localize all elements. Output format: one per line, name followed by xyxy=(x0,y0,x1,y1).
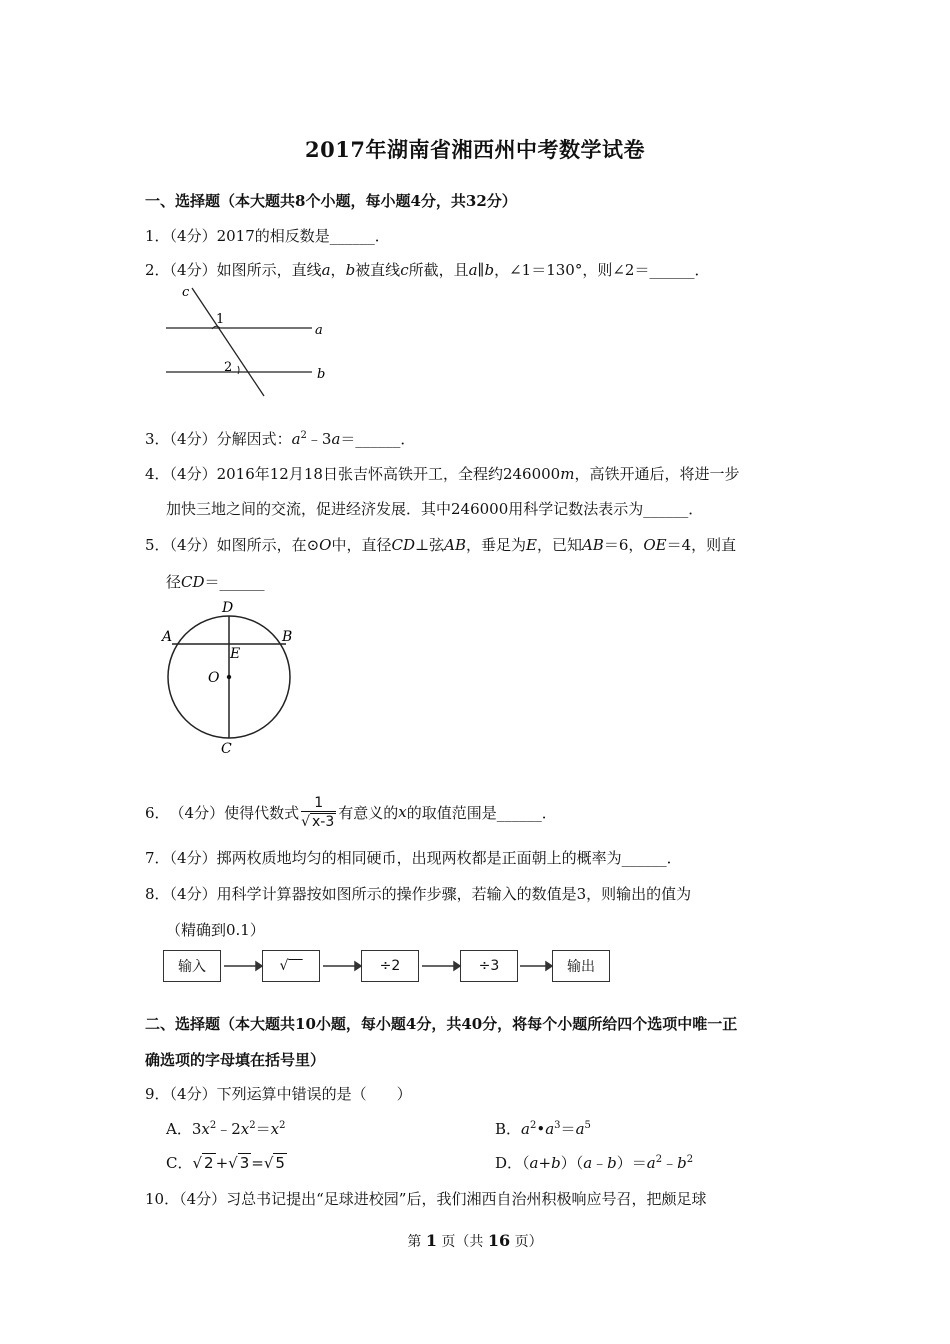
label-E: E xyxy=(230,646,241,662)
var-CD: CD xyxy=(181,573,205,591)
question-text: ，高铁开通后，将进一步 xyxy=(574,465,740,483)
question-text: （4分）分解因式： xyxy=(169,430,292,448)
page-number: 1 xyxy=(425,1231,437,1250)
label-A: A xyxy=(162,629,173,645)
arrow-head-icon xyxy=(454,962,460,970)
label-b: b xyxy=(317,367,326,382)
unit-m: m xyxy=(560,465,575,483)
var-b: b xyxy=(345,261,356,279)
question-text: 所截，且 xyxy=(408,261,469,279)
radicand: 3 xyxy=(239,1154,250,1172)
question-text: （4分）用科学计算器按如图所示的操作步骤，若输入的数值是3，则输出的值为 xyxy=(169,885,692,903)
question-5-line-2 xyxy=(166,571,265,592)
line-c xyxy=(192,288,264,396)
radicand: x-3 xyxy=(312,813,335,830)
fraction xyxy=(301,795,336,830)
question-text: （4分）掷两枚质地均匀的相同硬币，出现两枚都是正面朝上的概率为______． xyxy=(169,849,682,867)
page-title: 2017年湖南省湘西州中考数学试卷 xyxy=(305,137,645,162)
var-CD: CD xyxy=(391,536,416,554)
question-text: ＝4，则直 xyxy=(666,536,737,554)
exponent: 2 xyxy=(300,430,307,441)
label-a: a xyxy=(315,323,323,338)
angle-2-arc xyxy=(238,366,239,374)
question-text: ﹣3 xyxy=(306,430,332,448)
question-number: 1． xyxy=(145,227,170,245)
option-label: C． xyxy=(166,1154,193,1172)
question-text: （4分）2017的相反数是______． xyxy=(169,227,390,245)
flow-arrows xyxy=(220,956,560,976)
plus-sign: + xyxy=(215,1154,229,1172)
question-text: ，垂足为 xyxy=(465,536,526,554)
flow-box-sqrt: √‾‾ xyxy=(262,950,320,982)
label-C: C xyxy=(221,741,232,757)
var-a: a xyxy=(291,430,301,448)
question-10 xyxy=(145,1188,706,1209)
option-label: A． xyxy=(166,1120,192,1138)
option-A: A．$3x^2﹣2x^2=x^2$ xyxy=(166,1120,286,1138)
option-B: B．$a^2•a^3=a^5$ xyxy=(495,1120,591,1138)
question-number: 7． xyxy=(145,849,170,867)
radicand: 2 xyxy=(204,1154,214,1172)
var-AB: AB xyxy=(581,536,604,554)
question-9 xyxy=(145,1083,412,1104)
var-OE: OE xyxy=(643,536,667,554)
question-text: ＝6， xyxy=(603,536,644,554)
var-E: E xyxy=(526,536,537,554)
footer-text: 页） xyxy=(510,1234,543,1250)
option-label: B． xyxy=(495,1120,522,1138)
question-8-line-2: （精确到0.1） xyxy=(166,921,265,939)
flow-box-input: 输入 xyxy=(163,950,221,982)
option-label: D． xyxy=(495,1154,523,1172)
arrow-head-icon xyxy=(546,962,552,970)
label-B: B xyxy=(282,629,293,645)
question-text: ⊥弦 xyxy=(415,536,445,554)
sqrt-sign: √ xyxy=(263,1154,274,1172)
question-number: 2． xyxy=(145,261,170,279)
option-D: D．$(a+b)(a﹣b)=a^2﹣b^2$ xyxy=(495,1154,694,1172)
question-2 xyxy=(145,259,709,280)
var-a: a xyxy=(321,261,331,279)
question-number: 6． xyxy=(145,803,170,822)
question-text: 的取值范围是______． xyxy=(406,803,557,822)
option-C xyxy=(166,1152,287,1173)
question-text: （4分）使得代数式 xyxy=(169,803,300,822)
label-O: O xyxy=(208,670,220,686)
question-text: （4分）习总书记提出“足球进校园”后，我们湘西自治州积极响应号召，把颇足球 xyxy=(179,1190,707,1208)
flow-box-output: 输出 xyxy=(552,950,610,982)
arrow-head-icon xyxy=(355,962,361,970)
question-3 xyxy=(145,428,415,449)
fraction-denominator xyxy=(301,812,336,830)
flow-box-divide-3: ÷3 xyxy=(460,950,518,982)
var-a: a xyxy=(331,430,341,448)
var-AB: AB xyxy=(444,536,466,554)
equals-sign: = xyxy=(251,1154,264,1172)
sqrt-sign: √ xyxy=(301,813,311,830)
question-5 xyxy=(145,534,736,555)
question-text: 被直线 xyxy=(355,261,401,279)
fraction-numerator: 1 xyxy=(301,795,336,812)
question-text: （4分）如图所示，在⊙ xyxy=(169,536,320,554)
question-number: 3． xyxy=(145,430,170,448)
label-angle-1: 1 xyxy=(216,312,225,327)
parallel-expr: a∥b xyxy=(468,261,495,279)
footer-text: 第 xyxy=(407,1234,426,1250)
question-text: 有意义的 xyxy=(338,803,399,822)
sqrt-sign: √ xyxy=(228,1154,238,1172)
question-number: 8． xyxy=(145,885,170,903)
section-heading-2: 二、选择题（本大题共10小题，每小题4分，共40分，将每个小题所给四个选项中唯一正 xyxy=(145,1015,738,1033)
section-heading-1: 一、选择题（本大题共8个小题，每小题4分，共32分） xyxy=(145,192,517,210)
question-text: ＝______ xyxy=(204,573,265,591)
question-text: ，∠1＝130°，则∠2＝______． xyxy=(494,261,710,279)
label-c: c xyxy=(182,285,190,300)
question-text: 中，直径 xyxy=(331,536,392,554)
question-7 xyxy=(145,847,682,868)
question-number: 9． xyxy=(145,1085,170,1103)
arrow-head-icon xyxy=(256,962,262,970)
question-number: 10． xyxy=(145,1190,180,1208)
question-4-line-2: 加快三地之间的交流，促进经济发展．其中246000用科学记数法表示为______． xyxy=(166,500,704,518)
page-total: 16 xyxy=(487,1231,511,1250)
label-angle-2: 2 xyxy=(224,360,233,375)
question-8 xyxy=(145,883,691,904)
question-number: 4． xyxy=(145,465,170,483)
flow-box-divide-2: ÷2 xyxy=(361,950,419,982)
center-point xyxy=(227,675,231,679)
parallel-lines-figure xyxy=(160,282,340,402)
var-x: x xyxy=(398,803,407,821)
var-O: O xyxy=(319,536,332,554)
sqrt-sign: √ xyxy=(192,1154,203,1172)
section-heading-2-line-2: 确选项的字母填在括号里） xyxy=(145,1051,326,1069)
question-1 xyxy=(145,225,390,246)
question-4 xyxy=(145,463,739,484)
question-text: （4分）下列运算中错误的是（ ） xyxy=(169,1085,412,1103)
footer-text: 页（共 xyxy=(436,1234,488,1250)
var-c: c xyxy=(400,261,409,279)
punct: ， xyxy=(330,261,346,279)
question-number: 5． xyxy=(145,536,170,554)
question-text: 径 xyxy=(166,573,182,591)
question-6 xyxy=(145,792,557,832)
question-text: （4分）如图所示，直线 xyxy=(169,261,322,279)
label-D: D xyxy=(222,600,234,616)
circle-figure xyxy=(158,596,308,762)
radicand: 5 xyxy=(275,1154,285,1172)
question-text: ＝______． xyxy=(340,430,416,448)
question-text: （4分）2016年12月18日张吉怀高铁开工，全程约246000 xyxy=(169,465,561,483)
question-text: ，已知 xyxy=(536,536,582,554)
page-footer xyxy=(0,1231,950,1251)
